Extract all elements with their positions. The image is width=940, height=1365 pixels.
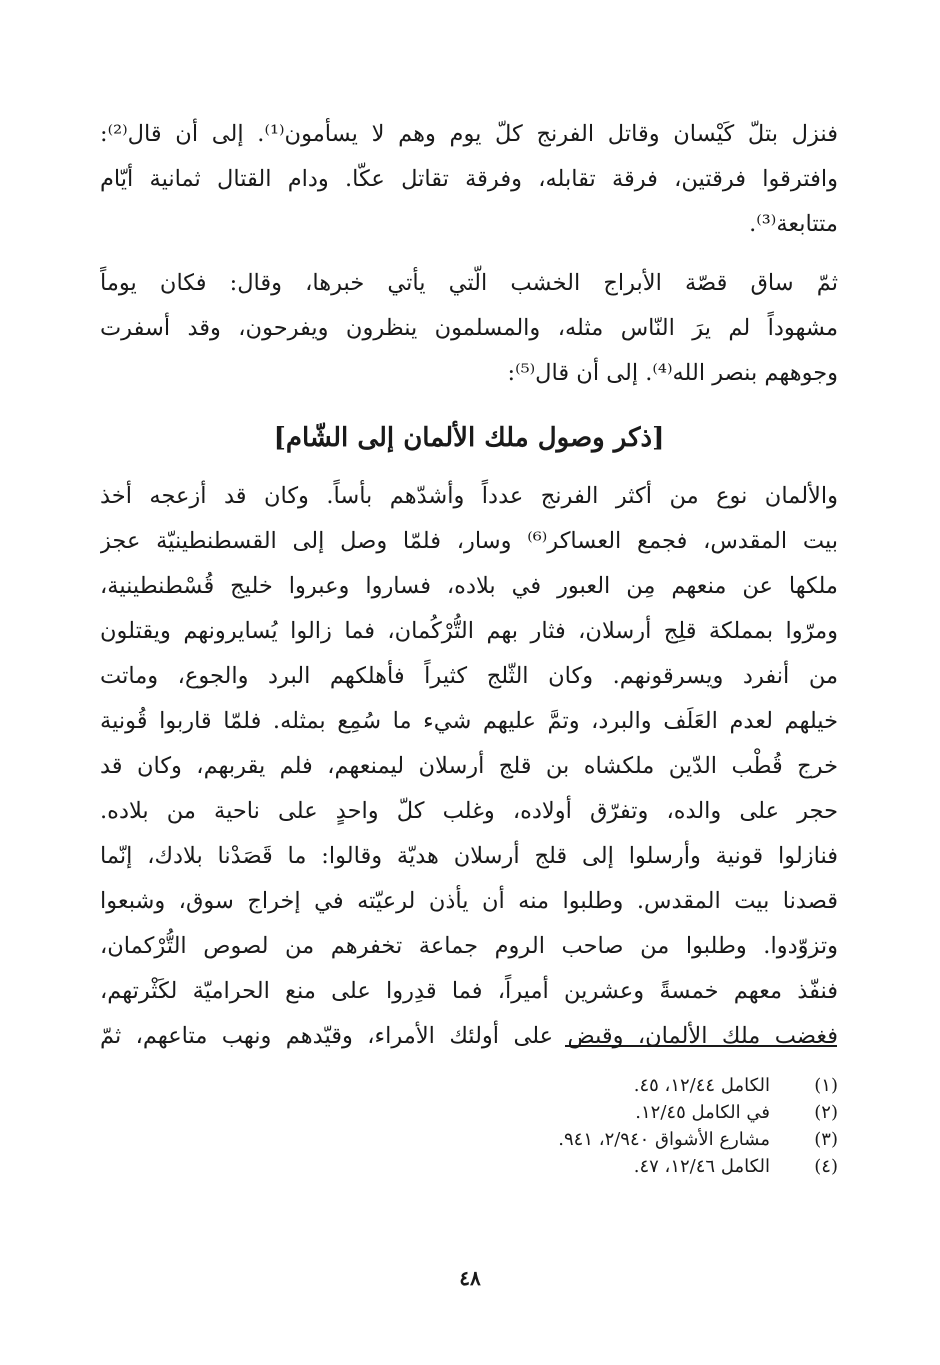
text-line: فنفّذ معهم خمسةً وعشرين أميراً، فما قدِروا على منع الحراميّة لكَثْرتهم، bbox=[100, 978, 838, 1004]
text-line: مشهوداً لم يرَ النّاس مثله، والمسلمون ينظرون ويفرحون، وقد أسفرت bbox=[100, 315, 838, 341]
text-line: بيت المقدس، فجمع العساكر⁽⁶⁾ وسار، فلمّا وصل إلى القسطنطينيّة عجز bbox=[100, 528, 838, 554]
text-line: فغضب ملك الألمان، وقبض على أولئك الأمراء، وقيّدهم ونهب متاعهم، ثمّ bbox=[100, 1023, 838, 1049]
paragraph-3 bbox=[100, 474, 838, 1059]
paragraph-1 bbox=[100, 112, 838, 247]
footnote bbox=[430, 1126, 838, 1153]
footnote bbox=[430, 1153, 838, 1180]
footnote-text: مشارع الأشواق ٢/٩٤٠، ٩٤١. bbox=[558, 1129, 770, 1150]
text-line: ثمّ ساق قصّة الأبراج الخشب الّتي يأتي خبرها، وقال: فكان يوماً bbox=[100, 270, 838, 296]
footnote-number: (٢) bbox=[814, 1102, 838, 1123]
footnotes bbox=[430, 1072, 838, 1180]
text-line: وجوههم بنصر الله⁽⁴⁾. إلى أن قال⁽⁵⁾: bbox=[507, 360, 838, 386]
footnote-text: الكامل ١٢/٤٤، ٤٥. bbox=[633, 1075, 770, 1096]
paragraph-2 bbox=[100, 261, 838, 396]
text-line: ومرّوا بمملكة قلِج أرسلان، فثار بهم التُّرْكُمان، فما زالوا يُسايرونهم ويقتلون bbox=[100, 618, 838, 644]
text-line: من أنفرد ويسرقونهم. وكان الثّلج كثيراً فأهلكهم البرد والجوع، وماتت bbox=[100, 663, 838, 689]
text-line: فنازلوا قونية وأرسلوا إلى قلج أرسلان هديّة وقالوا: ما قَصَدْنا بلادك، إنّما bbox=[100, 843, 838, 869]
page-number: ٤٨ bbox=[459, 1266, 481, 1290]
section-heading: [ذكر وصول ملك الألمان إلى الشّام] bbox=[273, 423, 665, 453]
text-line: خيلهم لعدم العَلَف والبرد، وتمَّ عليهم شيء ما سُمِع بمثله. فلمّا قاربوا قُونية bbox=[100, 708, 838, 734]
text-line: متتابعة⁽³⁾. bbox=[749, 211, 838, 237]
text-line: خرج قُطْب الدّين ملكشاه بن قلج أرسلان ليمنعهم، فلم يقربهم، وكان قد bbox=[100, 753, 838, 779]
text-line: حجر على والده، وتفرّق أولاده، وغلب كلّ واحدٍ على ناحية من بلاده. bbox=[100, 798, 838, 824]
footnote-number: (٤) bbox=[814, 1156, 838, 1177]
footnote bbox=[430, 1099, 838, 1126]
text-line: ملكها عن منعهم مِن العبور في بلاده، فساروا وعبروا خليج قُسْطنطينية، bbox=[100, 573, 838, 599]
body-text bbox=[100, 112, 838, 1073]
text-line: وتزوّدوا. وطلبوا من صاحب الروم جماعة تخفرهم من لصوص التُّرْكمان، bbox=[100, 933, 838, 959]
footnote-text: في الكامل ١٢/٤٥. bbox=[635, 1102, 770, 1123]
text-line: فنزل بتلّ كَيْسان وقاتل الفرنج كلّ يوم وهم لا يسأمون⁽¹⁾. إلى أن قال⁽²⁾: bbox=[100, 121, 838, 147]
text-line: قصدنا بيت المقدس. وطلبوا منه أن يأذن لرعيّته في إخراج سوق، وشبعوا bbox=[100, 888, 838, 914]
footnote-text: الكامل ١٢/٤٦، ٤٧. bbox=[633, 1156, 770, 1177]
text-line: وافترقوا فرقتين، فرقة تقابله، وفرقة تقاتل عكّا. ودام القتال ثمانية أيّام bbox=[100, 166, 838, 192]
footnote bbox=[430, 1072, 838, 1099]
footnote-divider bbox=[565, 1045, 837, 1047]
footnote-number: (١) bbox=[814, 1075, 838, 1096]
footnote-number: (٣) bbox=[814, 1129, 838, 1150]
text-line: والألمان نوع من أكثر الفرنج عدداً وأشدّهم بأساً. وكان قد أزعجه أخذ bbox=[100, 483, 838, 509]
